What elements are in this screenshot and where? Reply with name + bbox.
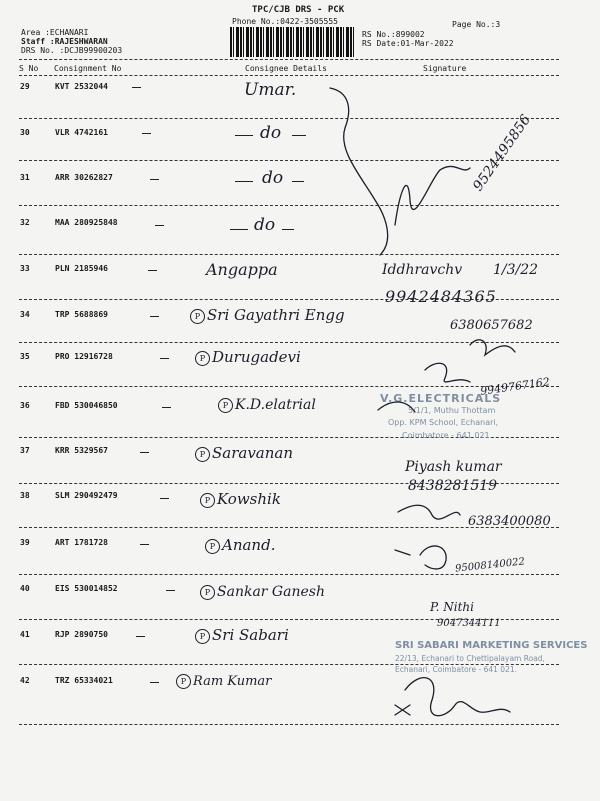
row-sno: 41 <box>20 630 30 639</box>
handwritten-phone: 6380657682 <box>450 318 533 333</box>
row-consignment: KVT 2532044 <box>55 82 108 91</box>
ditto-bracket <box>330 88 388 255</box>
row-consignee: Angappa <box>206 260 278 279</box>
stamp-line: 5/1/1, Muthu Thottam <box>408 406 496 415</box>
rs-number: RS No.:899002 <box>362 30 425 39</box>
handwritten-phone: 9524495856 <box>470 112 535 195</box>
row-consignment: TRP 5688869 <box>55 310 108 319</box>
handwritten-signature: Piyash kumar <box>405 459 502 475</box>
handwritten-phone: 6383400080 <box>468 514 551 529</box>
signature-scribble-38 <box>398 505 460 519</box>
row-consignment: FBD 530046850 <box>55 401 118 410</box>
stamp-line: SRI SABARI MARKETING SERVICES <box>395 640 588 651</box>
paid-circle-icon: P <box>205 539 220 554</box>
col-consignment: Consignment No <box>54 64 122 73</box>
phone-number: Phone No.:0422-3505555 <box>232 17 338 26</box>
stamp-line: Echanari, Coimbatore - 641 021. <box>395 665 518 674</box>
row-consignee-name: Sri Sabari <box>212 626 289 644</box>
paid-circle-icon: P <box>200 585 215 600</box>
row-consignment: PLN 2185946 <box>55 264 108 273</box>
signature-scribble-42 <box>405 678 510 716</box>
row-consignment: VLR 4742161 <box>55 128 108 137</box>
handwritten-phone: 9942484365 <box>385 287 497 306</box>
paid-circle-icon: P <box>195 351 210 366</box>
row-consignment: ART 1781728 <box>55 538 108 547</box>
row-sno: 38 <box>20 491 30 500</box>
stamp-line: Opp. KPM School, Echanari, <box>388 418 499 427</box>
row-sno: 36 <box>20 401 30 410</box>
handwritten-signature: Iddhravchv <box>382 262 463 278</box>
row-sno: 29 <box>20 82 30 91</box>
rs-date: RS Date:01-Mar-2022 <box>362 39 454 48</box>
signature-scribble-35b <box>425 363 470 382</box>
row-consignment: PRO 12916728 <box>55 352 113 361</box>
signature-scribble-29 <box>395 166 470 225</box>
stamp-line: Coimbatore - 641 021. <box>402 431 493 440</box>
row-sno: 42 <box>20 676 30 685</box>
row-consignment: TRZ 65334021 <box>55 676 113 685</box>
handwritten-phone: 9047344111 <box>437 618 501 629</box>
handwritten-phone: 8438281519 <box>408 478 498 494</box>
col-consignee: Consignee Details <box>245 64 327 73</box>
row-consignment: MAA 280925848 <box>55 218 118 227</box>
row-sno: 39 <box>20 538 30 547</box>
handwritten-signature: P. Nithi <box>430 600 474 614</box>
row-consignment: KRR 5329567 <box>55 446 108 455</box>
paid-circle-icon: P <box>195 629 210 644</box>
row-sno: 32 <box>20 218 30 227</box>
document-title: TPC/CJB DRS - PCK <box>252 5 345 15</box>
col-signature: Signature <box>423 64 467 73</box>
row-consignee-name: Saravanan <box>212 444 294 462</box>
stamp-line: 22/13, Echanari to Chettipalayam Road, <box>395 654 545 663</box>
col-sno: S No <box>19 64 39 73</box>
row-consignee: do <box>254 215 276 235</box>
row-sno: 33 <box>20 264 30 273</box>
paid-circle-icon: P <box>176 674 191 689</box>
row-sno: 40 <box>20 584 30 593</box>
paid-circle-icon: P <box>218 398 233 413</box>
row-sno: 35 <box>20 352 30 361</box>
row-sno: 30 <box>20 128 30 137</box>
row-consignee: Umar. <box>244 80 297 100</box>
row-consignee-name: K.D.elatrial <box>235 397 316 413</box>
row-consignee: do <box>260 123 282 143</box>
row-sno: 34 <box>20 310 30 319</box>
area-label: Area :ECHANARI <box>21 28 89 37</box>
handwritten-phone: 9949767162 <box>479 375 551 398</box>
drs-number: DRS No. :DCJB99900203 <box>21 46 123 55</box>
paid-circle-icon: P <box>195 447 210 462</box>
page-number: Page No.:3 <box>452 20 501 29</box>
row-consignee-name: Durugadevi <box>212 348 301 366</box>
handwritten-phone: 95008140022 <box>454 556 526 575</box>
stamp-line: V.G.ELECTRICALS <box>380 392 502 405</box>
row-consignee-name: Anand. <box>222 536 276 554</box>
handwritten-date: 1/3/22 <box>493 262 539 278</box>
signature-scribble-36 <box>378 402 415 412</box>
row-consignee-name: Sri Gayathri Engg <box>207 306 345 324</box>
row-sno: 37 <box>20 446 30 455</box>
row-consignment: ARR 30262827 <box>55 173 113 182</box>
row-consignment: SLM 290492479 <box>55 491 118 500</box>
signature-scribble-42b <box>395 705 410 715</box>
staff-label: Staff :RAJESHWARAN <box>21 37 108 46</box>
row-consignee-name: Sankar Ganesh <box>217 584 325 600</box>
row-sno: 31 <box>20 173 30 182</box>
row-consignment: EIS 530014852 <box>55 584 118 593</box>
row-consignee-name: Ram Kumar <box>193 674 272 689</box>
row-consignment: RJP 2890750 <box>55 630 108 639</box>
row-consignee-name: Kowshik <box>217 490 281 508</box>
signature-scribble-35 <box>470 340 515 355</box>
paid-circle-icon: P <box>200 493 215 508</box>
signature-scribble-39 <box>395 546 446 569</box>
row-consignee: do <box>262 168 284 188</box>
paid-circle-icon: P <box>190 309 205 324</box>
